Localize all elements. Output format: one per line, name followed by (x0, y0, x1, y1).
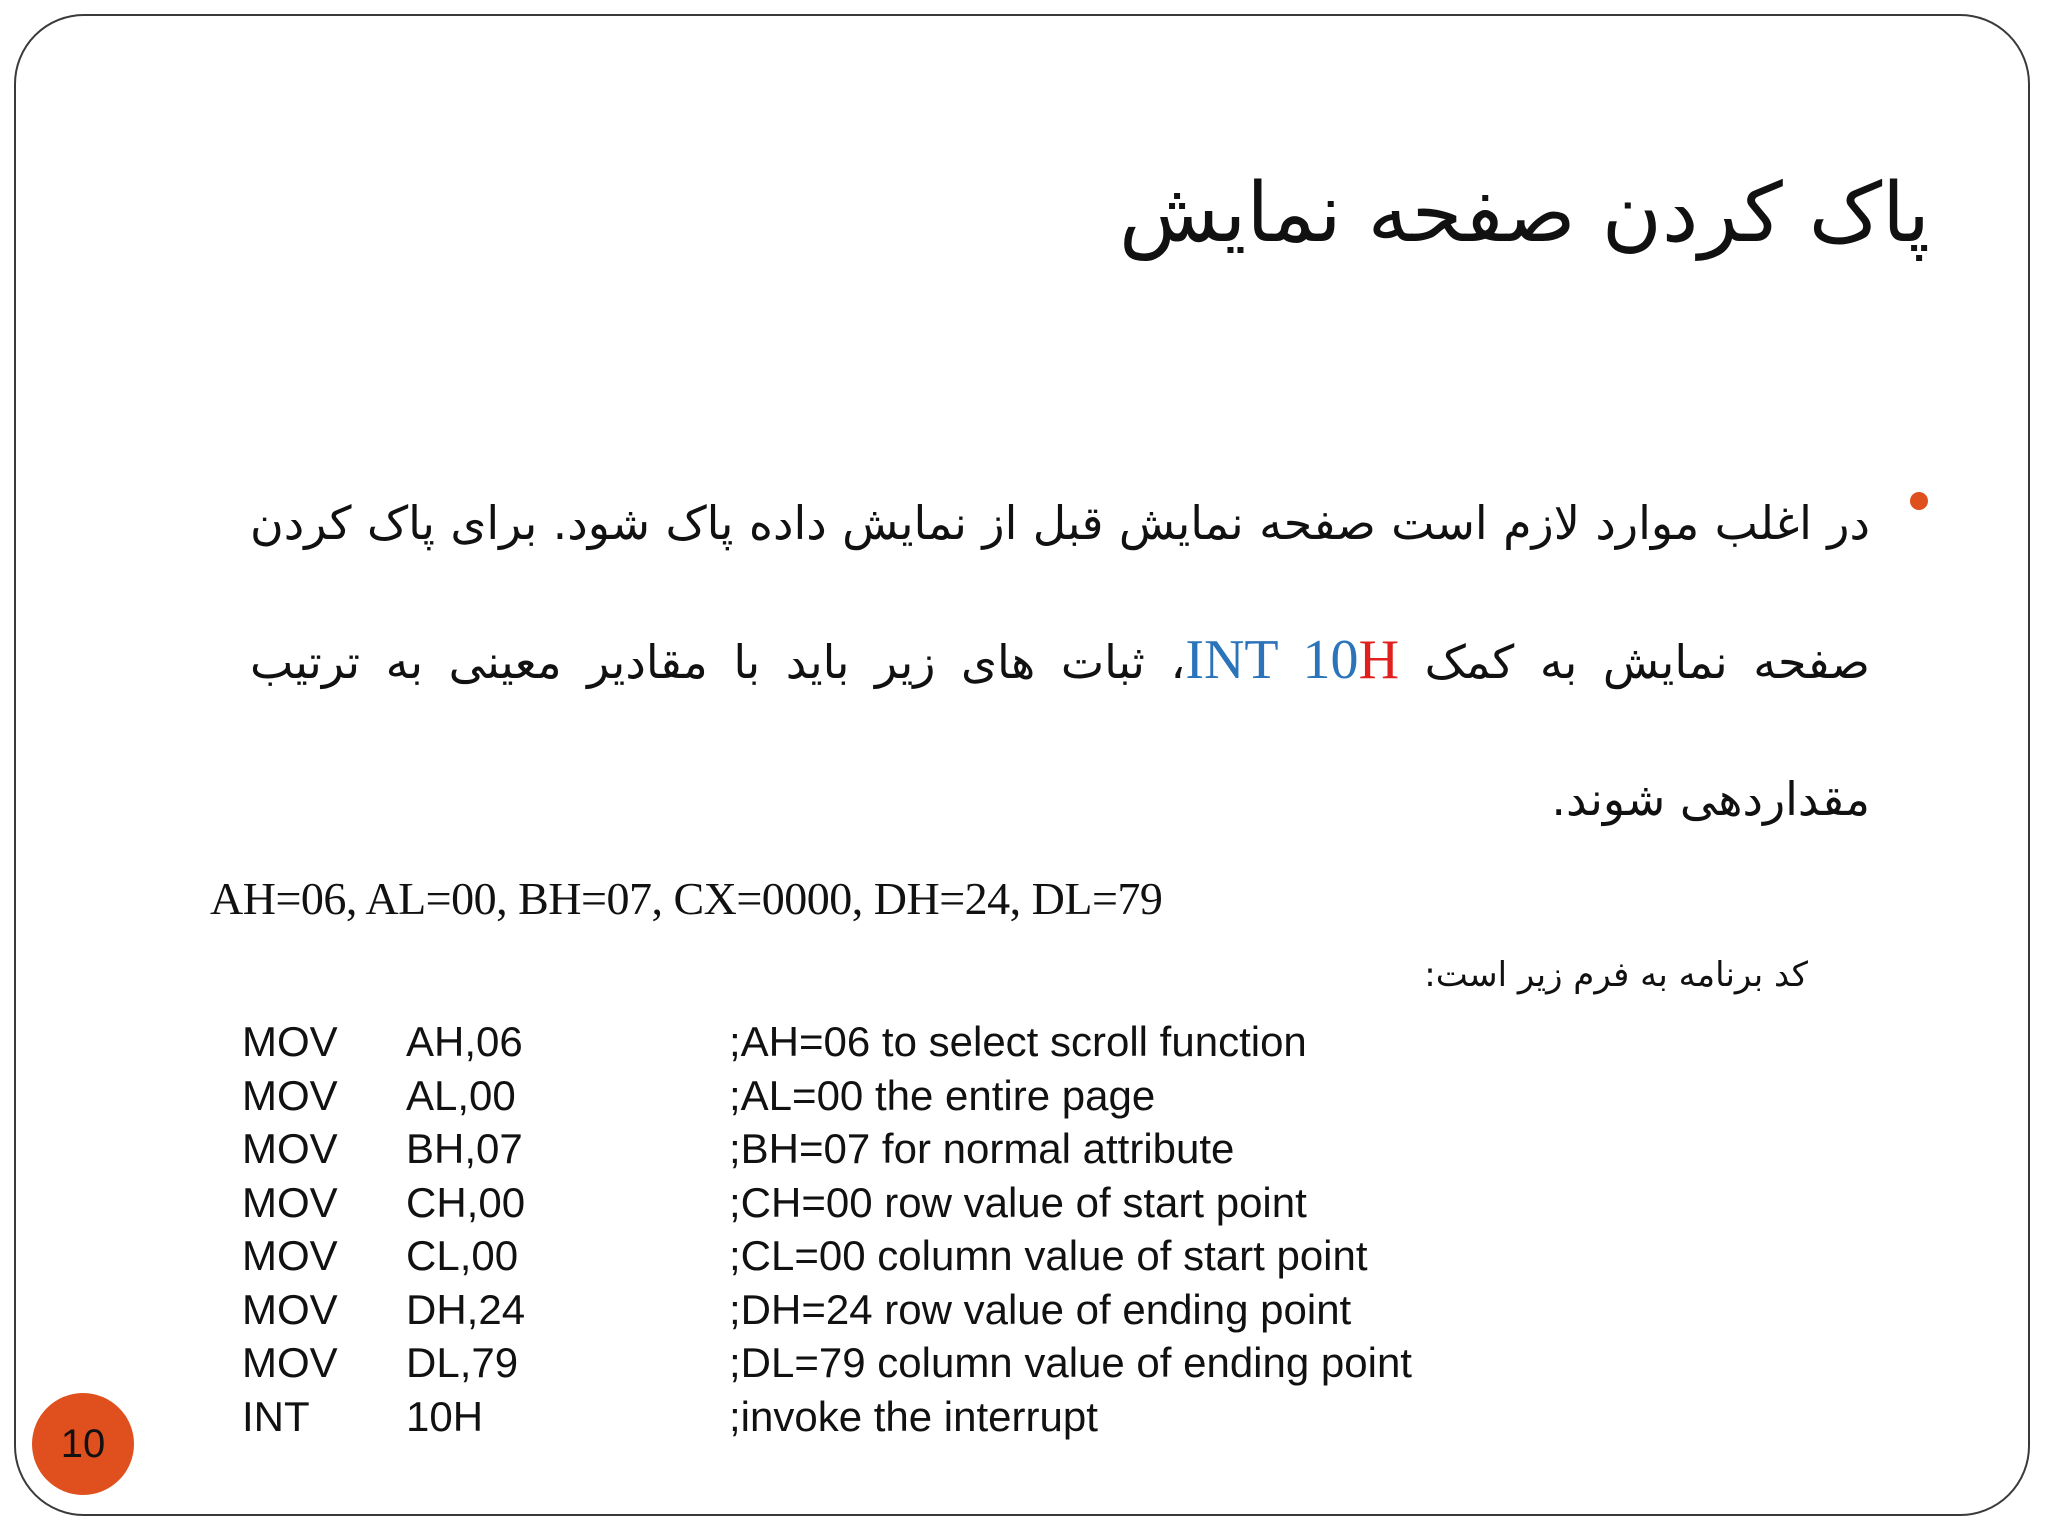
code-operand: 10H (406, 1392, 484, 1440)
bullet-text-before: در اغلب موارد لازم است صفحه نمایش قبل از نمایش داده پاک شود. برای پاک کردن صفحه نمایش به کمک (250, 496, 1870, 689)
page-number-badge: 10 (32, 1393, 134, 1495)
code-comment: ;DH=24 row value of ending point (729, 1285, 1352, 1333)
code-opcode: MOV (242, 1339, 338, 1386)
bullet-text-after: ، ثبات های زیر باید با مقادیر معینی به ترتیب مقداردهی شوند. (250, 635, 1870, 826)
code-operand: DL,79 (406, 1339, 519, 1386)
code-opcode: MOV (242, 1285, 338, 1333)
code-comment: ;AH=06 to select scroll function (729, 1018, 1307, 1065)
code-caption: کد برنامه به فرم زیر است: (1424, 955, 1808, 995)
code-operand: AL,00 (406, 1071, 516, 1119)
int-10h-label: INT 10H (1185, 629, 1400, 691)
code-operand: CH,00 (406, 1178, 526, 1226)
code-opcode: MOV (242, 1018, 338, 1065)
bullet-paragraph (250, 455, 1870, 868)
slide-title: پاک کردن صفحه نمایش (1119, 166, 1930, 261)
code-comment: ;invoke the interrupt (729, 1392, 1098, 1440)
code-comment: ;CH=00 row value of start point (729, 1178, 1307, 1226)
code-comment: ;DL=79 column value of ending point (729, 1339, 1412, 1386)
code-opcode: MOV (242, 1178, 338, 1226)
code-comment: ;BH=07 for normal attribute (729, 1125, 1235, 1172)
code-operand: AH,06 (406, 1018, 523, 1065)
code-comment: ;AL=00 the entire page (729, 1071, 1156, 1119)
code-opcode: MOV (242, 1232, 338, 1279)
bullet-dot-icon (1910, 492, 1928, 510)
code-opcode: MOV (242, 1125, 338, 1172)
code-opcode: INT (242, 1392, 310, 1440)
code-operand: DH,24 (406, 1285, 526, 1333)
code-operand: CL,00 (406, 1232, 519, 1279)
register-values-line: AH=06, AL=00, BH=07, CX=0000, DH=24, DL=79 (210, 873, 1163, 924)
code-comment: ;CL=00 column value of start point (729, 1232, 1368, 1279)
code-opcode: MOV (242, 1071, 338, 1119)
code-operand: BH,07 (406, 1125, 523, 1172)
